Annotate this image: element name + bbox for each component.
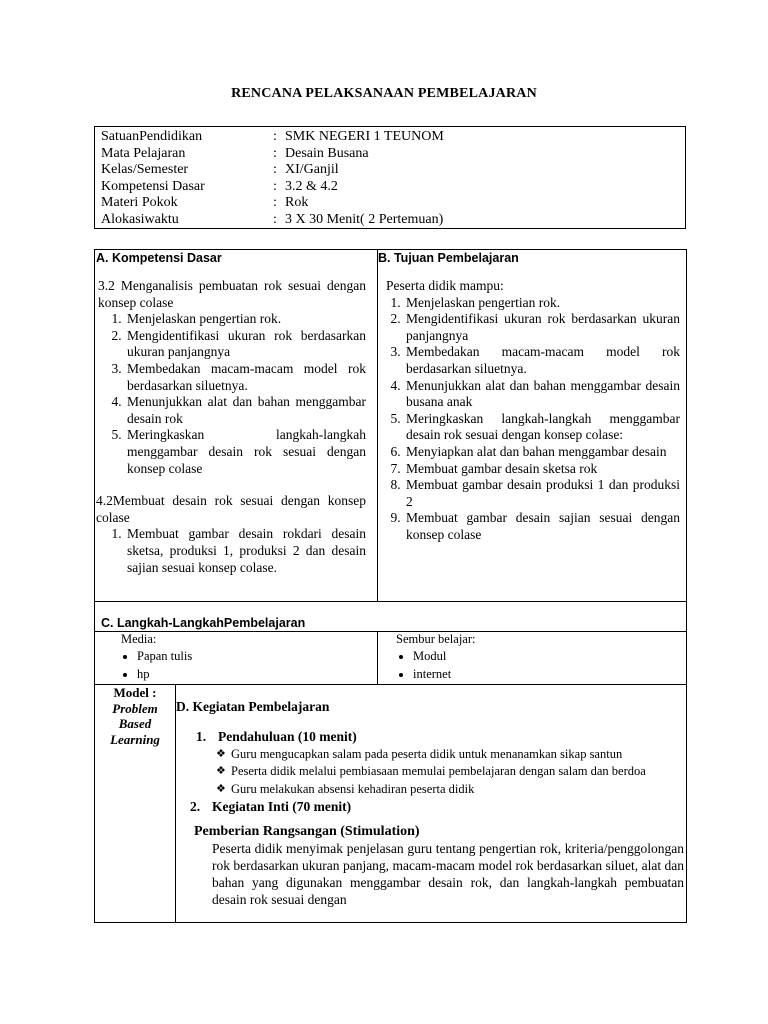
identity-value: 3 X 30 Menit( 2 Pertemuan) (285, 211, 444, 227)
step1-number: 1. (196, 728, 207, 744)
kd2-list (96, 526, 366, 576)
section-a-heading: A. Kompetensi Dasar (96, 251, 222, 265)
list-item: 1. Membuat gambar desain rokdari desain sketsa, produksi 1, produksi 2 dan desain sajian sesuai konsep colase. (125, 526, 366, 576)
stimulation-title: Pemberian Rangsangan (Stimulation) (194, 824, 420, 840)
step1-title-row (176, 729, 684, 746)
diamond-bullet-icon: ❖ (216, 747, 226, 760)
kd1-title: 3.2 Menganalisis pembuatan rok sesuai dengan konsep colase (98, 278, 366, 310)
kd1-list (96, 311, 366, 477)
section-c-heading: C. Langkah-LangkahPembelajaran (101, 616, 306, 630)
identity-box (94, 126, 686, 229)
identity-separator: : (273, 162, 277, 177)
section-b (378, 250, 680, 544)
list-item: 4. Menunjukkan alat dan bahan menggambar desain rok (125, 394, 366, 427)
step1-title: Pendahuluan (10 menit) (218, 728, 357, 744)
section-a (96, 250, 366, 576)
list-item: • hp (137, 665, 417, 683)
document-title: RENCANA PELAKSANAAN PEMBELAJARAN (231, 86, 537, 101)
identity-key: Mata Pelajaran (101, 145, 186, 161)
step1-list (176, 746, 684, 799)
identity-key: Kelas/Semester (101, 162, 189, 177)
identity-separator: : (273, 195, 277, 210)
model-cell (95, 685, 175, 747)
list-item: • Modul (413, 647, 713, 665)
identity-value: XI/Ganjil (285, 162, 339, 177)
source-label: Sembur belajar: (396, 632, 476, 646)
identity-separator: : (273, 211, 277, 227)
kd2-title: 4.2Membuat desain rok sesuai dengan konsep colase (96, 493, 366, 525)
identity-separator: : (273, 145, 277, 161)
row-divider (95, 684, 686, 685)
list-item: 8. Membuat gambar desain produksi 1 dan produksi 2 (404, 477, 680, 510)
identity-value: Rok (285, 195, 309, 210)
list-item: 5. Meringkaskan langkah-langkah menggambar desain rok sesuai dengan konsep colase: (404, 411, 680, 444)
section-d-heading: D. Kegiatan Pembelajaran (176, 699, 330, 714)
model-label: Model : (113, 685, 157, 700)
section-b-intro: Peserta didik mampu: (386, 278, 504, 293)
identity-key: Materi Pokok (101, 195, 178, 210)
step2-title: Kegiatan Inti (70 menit) (212, 799, 352, 815)
section-d (176, 699, 684, 908)
list-item: 9. Membuat gambar desain sajian sesuai dengan konsep colase (404, 510, 680, 543)
list-item: 5. Meringkaskan langkah-langkah menggambar desain rok sesuai dengan konsep colase (125, 427, 366, 477)
list-item: 3. Membedakan macam-macam model rok berdasarkan siluetnya. (125, 361, 366, 394)
diamond-bullet-icon: ❖ (216, 765, 226, 778)
source-list (378, 647, 713, 683)
identity-value: Desain Busana (285, 145, 369, 161)
list-item: 6. Menyiapkan alat dan bahan menggambar desain (404, 444, 680, 461)
list-item: 3. Membedakan macam-macam model rok berdasarkan siluetnya. (404, 344, 680, 377)
identity-key: Kompetensi Dasar (101, 178, 205, 194)
list-item: • Papan tulis (137, 647, 417, 665)
list-item: 2. Mengidentifikasi ukuran rok berdasarkan ukuran panjangnya (125, 328, 366, 361)
list-item: 1. Menjelaskan pengertian rok. (125, 311, 366, 328)
identity-value: 3.2 & 4.2 (285, 178, 338, 194)
source-cell (396, 632, 676, 647)
step2-number: 2. (190, 799, 201, 815)
identity-separator: : (273, 178, 277, 194)
identity-key: SatuanPendidikan (101, 129, 203, 144)
diamond-bullet-icon: ❖ (216, 782, 226, 795)
identity-value: SMK NEGERI 1 TEUNOM (285, 129, 444, 144)
identity-key: Alokasiwaktu (101, 211, 179, 227)
list-item: 1. Menjelaskan pengertian rok. (404, 295, 680, 312)
media-cell (121, 632, 371, 647)
list-item: 1. Peserta didik menyimak penjelasan guru tentang pengertian rok, kriteria/penggolongan rok berdasarkan ukuran panjang, macam-macam model rok berdasarkan siluet, alat dan bahan yang digunakan menggambar desain rok, dan langkah-langkah pembuatan desain rok sesuai dengan (210, 840, 684, 908)
stimulation-list (176, 840, 684, 908)
identity-separator: : (273, 129, 277, 144)
objectives-list (378, 295, 680, 544)
media-list (95, 647, 417, 683)
list-item: 2. Mengidentifikasi ukuran rok berdasarkan ukuran panjangnya (404, 311, 680, 344)
model-value: Problem Based Learning (110, 700, 160, 747)
media-label: Media: (121, 632, 157, 646)
list-item: ❖ Guru melakukan absensi kehadiran peserta didik (216, 781, 684, 799)
list-item: ❖ Guru mengucapkan salam pada peserta didik untuk menanamkan sikap santun (216, 746, 684, 764)
list-item: 4. Menunjukkan alat dan bahan menggambar desain busana anak (404, 378, 680, 411)
list-item: 7. Membuat gambar desain sketsa rok (404, 461, 680, 478)
list-item: ❖ Peserta didik melalui pembiasaan memulai pembelajaran dengan salam dan berdoa (216, 763, 684, 781)
list-item: • internet (413, 665, 713, 683)
plan-table (94, 249, 687, 923)
step2-title-row (176, 799, 684, 817)
row-divider (95, 601, 686, 602)
section-b-heading: B. Tujuan Pembelajaran (378, 251, 519, 265)
